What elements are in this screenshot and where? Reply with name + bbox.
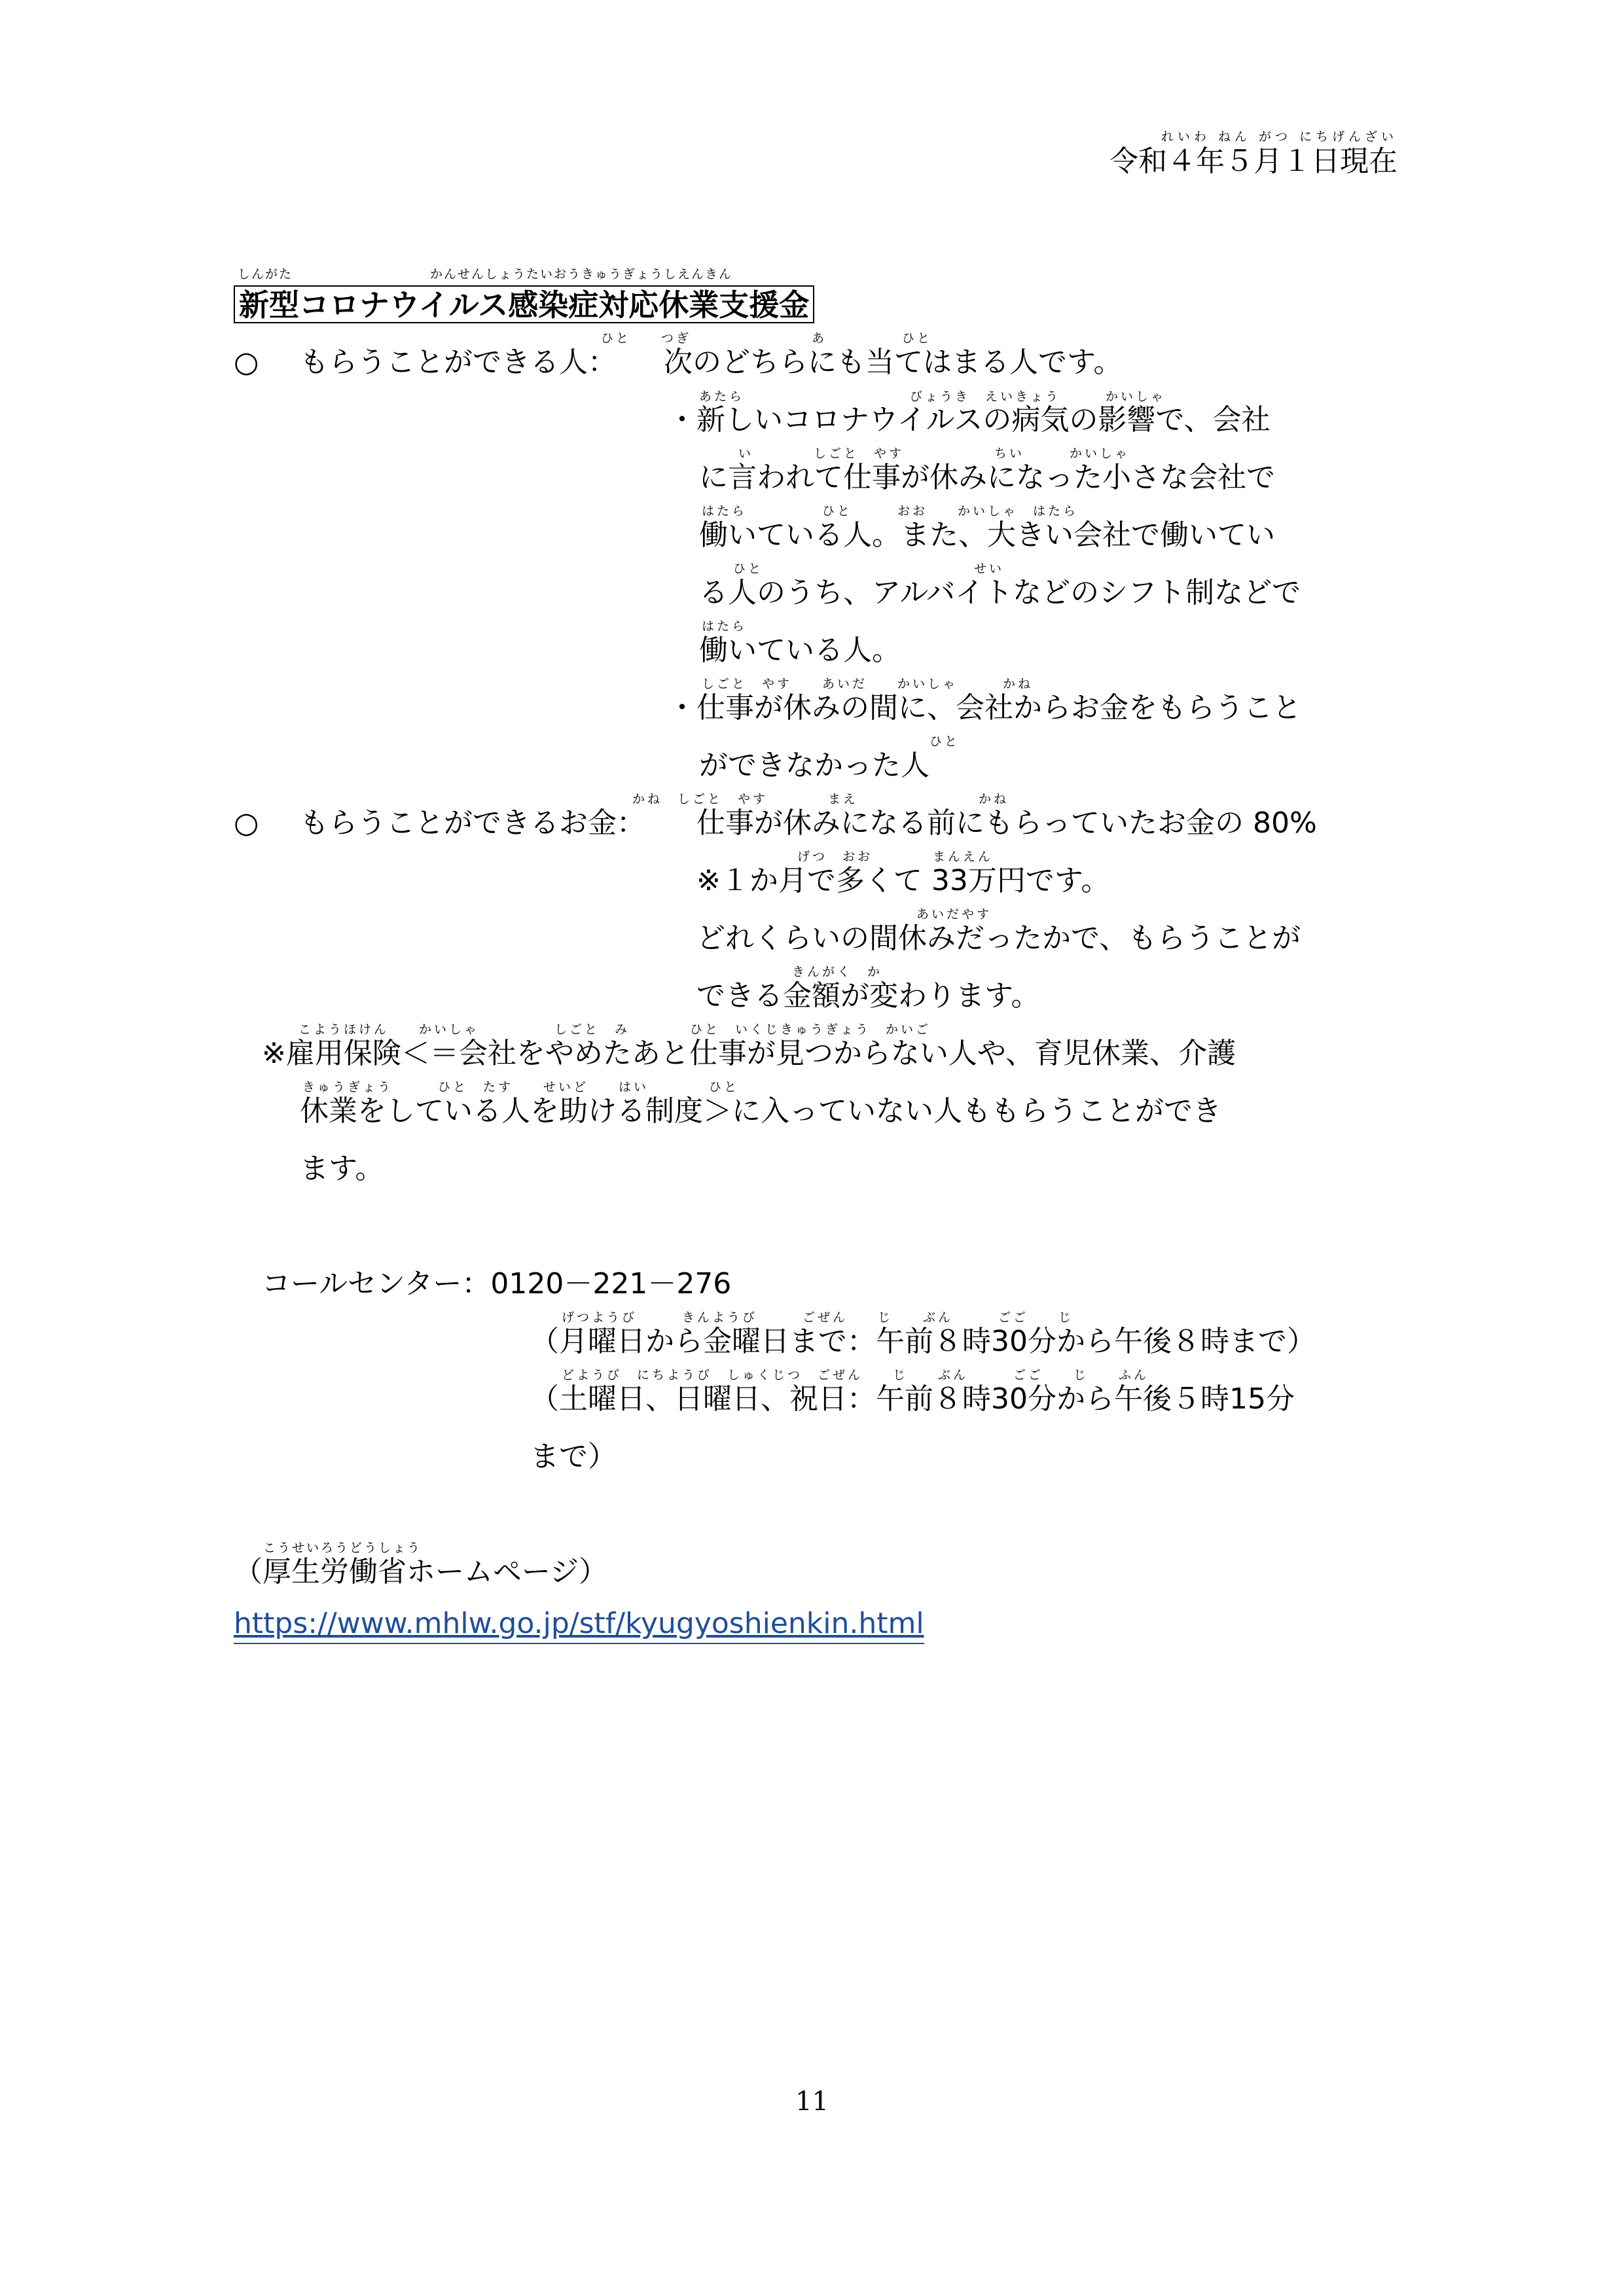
date-text: 令和４年５月１日現在 — [1110, 145, 1398, 178]
amount-ruby-1: げつ おお まんえん — [797, 850, 994, 864]
hours-weekend-end: まで） — [530, 1440, 617, 1473]
bullet1-line-3: 働いている人。また、大きい会社で働いてい — [699, 518, 1275, 552]
bullet1-ruby-2: い しごと やす ちい かいしゃ — [738, 446, 1130, 461]
bullet1-line-2: に言われて仕事が休みになった小さな会社で — [699, 461, 1275, 494]
note-line-1: ※雇用保険＜＝会社をやめたあと仕事が見つからない人や、育児休業、介護 — [262, 1037, 1236, 1070]
amount-line-3: できる金額が変わります。 — [696, 979, 1040, 1013]
bullet1-ruby-3: はたら ひと おお かいしゃ はたら — [702, 504, 1079, 518]
hours-ruby-2: どようび にちようび しゅくじつ ごぜん じ ぶん ごご じ ふん — [562, 1368, 1149, 1382]
call-center-label: コールセンター：0120－221－276 — [262, 1267, 732, 1300]
bullet1-line-1: ・新しいコロナウイルスの病気の影響で、会社 — [668, 403, 1271, 437]
ministry-ruby: こうせいろうどうしょう — [263, 1541, 422, 1555]
amount-text: 仕事が休みになる前にもらっていたお金の 80% — [696, 806, 1317, 840]
amount-ruby-3: きんがく か — [792, 965, 883, 979]
hours-ruby-1: げつようび きんようび ごぜん じ ぶん ごご じ — [562, 1310, 1074, 1325]
eligibility-label: もらうことができる人： — [300, 346, 617, 379]
document-date — [1110, 131, 1398, 176]
amount-ruby-2: あいだやす — [916, 907, 992, 922]
bullet2-line-1: ・仕事が休みの間に、会社からお金をもらうこと — [668, 691, 1301, 725]
bullet1-line-4: る人のうち、アルバイトなどのシフト制などで — [699, 576, 1301, 609]
hours-weekend: （土曜日、日曜日、祝日：午前８時30分から午後５時15分 — [530, 1382, 1295, 1416]
bullet2-line-2: ができなかった人 — [699, 749, 929, 782]
bullet1-ruby-4: ひと せい — [733, 562, 1005, 576]
note-ruby-1: こようほけん かいしゃ しごと み ひと いくじきゅうぎょう かいご — [298, 1022, 931, 1037]
bullet2-ruby-1: しごと やす あいだ かいしゃ かね — [702, 677, 1034, 691]
eligibility-ruby: ひと つぎ あ ひと — [601, 331, 933, 346]
bullet1-ruby-1: あたら びょうき えいきょう かいしゃ — [699, 389, 1166, 404]
amount-label: もらうことができるお金： — [300, 806, 645, 840]
note-line-3: ます。 — [300, 1152, 384, 1185]
amount-line-1: ※１か月で多くて 33万円です。 — [696, 864, 1110, 897]
note-ruby-2: きゅうぎょう ひと たす せいど はい ひと — [302, 1080, 740, 1094]
amount-marker: ○ — [234, 806, 259, 840]
ministry-text: （厚生労働省ホームページ） — [234, 1555, 608, 1588]
homepage-link[interactable]: https://www.mhlw.go.jp/stf/kyugyoshienkin.html — [234, 1607, 924, 1644]
bullet1-line-5: 働いている人。 — [699, 634, 901, 667]
date-ruby: れいわ ねん がつ にちげんざい — [1161, 130, 1398, 144]
hours-weekday: （月曜日から金曜日まで：午前８時30分から午後８時まで） — [530, 1325, 1316, 1358]
eligibility-marker: ○ — [234, 346, 259, 379]
amount-ruby: かね しごと やす まえ かね — [632, 792, 1009, 806]
bullet1-ruby-5: はたら — [702, 619, 748, 634]
amount-line-2: どれくらいの間休みだったかで、もらうことが — [696, 922, 1301, 955]
bullet2-ruby-2: ひと — [929, 734, 960, 749]
eligibility-text: 次のどちらにも当てはまる人です。 — [664, 346, 1123, 379]
page-title: 新型コロナウイルス感染症対応休業支援金 — [234, 285, 814, 323]
note-line-2: 休業をしている人を助ける制度＞に入っていない人ももらうことができ — [300, 1094, 1221, 1128]
title-ruby: しんがた かんせんしょうたいおうきゅうぎょうしえんきん — [238, 267, 733, 281]
page-number: 11 — [795, 2087, 829, 2117]
